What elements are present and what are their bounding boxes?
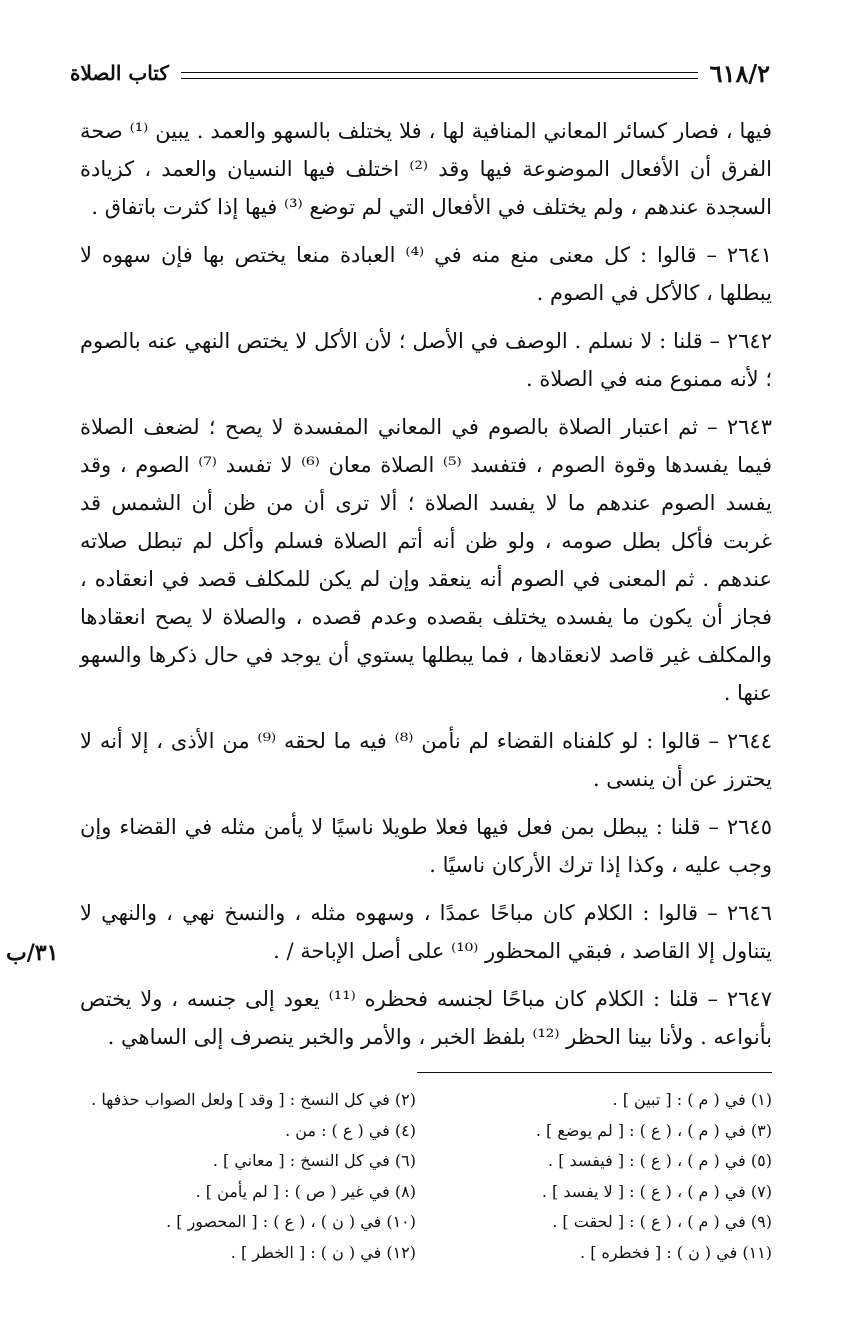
paragraph: ٢٦٤٧ – قلنا : الكلام كان مباحًا لجنسه فحظره ⁽¹¹⁾ يعود إلى جنسه ، ولا يختص بأنواعه . ولأنا بينا الحظر ⁽¹²⁾ بلفظ الخبر ، والأمر والخبر ينصرف إلى الساهي . [80,987,772,1049]
page-number: ٦١٨/٢ [709,58,770,88]
footnote: (٨) في غير ( ص ) : [ لم يأمن ] . [195,1181,416,1201]
footnote: (٢) في كل النسخ : [ وقد ] ولعل الصواب حذفها . [91,1090,416,1109]
paragraph: ٢٦٤٢ – قلنا : لا نسلم . الوصف في الأصل ؛ لأن الأكل لا يختص النهي عنه بالصوم ؛ لأنه ممنوع منه في الصلاة . [80,329,772,391]
footnote: (٩) في ( م ) ، ( ع ) : [ لحقت ] . [552,1212,772,1231]
paragraph: ٢٦٤٥ – قلنا : يبطل بمن فعل فيها فعلا طويلا ناسيًا لا يأمن مثله في القضاء وإن وجب عليه ، وكذا إذا ترك الأركان ناسيًا . [80,815,772,877]
page-header [70,56,770,90]
paragraph: ٢٦٤٦ – قالوا : الكلام كان مباحًا عمدًا ، وسهوه مثله ، والنسخ نهي ، والنهي لا يتناول إلا القاصد ، فبقي المحظور ⁽¹⁰⁾ على أصل الإباحة / . [80,901,772,963]
footnote: (٦) في كل النسخ : [ معاني ] . [212,1151,416,1170]
manuscript-folio-note: ٣١/ب [6,940,59,966]
footnote: (٣) في ( م ) ، ( ع ) : [ لم يوضع ] . [535,1120,772,1140]
footnotes [80,1085,772,1268]
footnote: (١٢) في ( ن ) : [ الخطر ] . [230,1242,416,1262]
chapter-title: كتاب الصلاة [70,61,169,85]
footnote: (١١) في ( ن ) : [ فخطره ] . [580,1242,772,1262]
footnote: (١٠) في ( ن ) ، ( ع ) : [ المحصور ] . [166,1212,416,1231]
footnote: (٧) في ( م ) ، ( ع ) : [ لا يفسد ] . [541,1181,772,1201]
paragraph: فيها ، فصار كسائر المعاني المنافية لها ، فلا يختلف بالسهو والعمد . يبين ⁽¹⁾ صحة الفرق أن الأفعال الموضوعة فيها وقد ⁽²⁾ اختلف فيها النسيان والعمد ، كزيادة السجدة عندهم ، ولم يختلف في الأفعال التي لم توضع ⁽³⁾ فيها إذا كثرت باتفاق . [80,119,772,219]
footnote: (٥) في ( م ) ، ( ع ) : [ فيفسد ] . [548,1151,772,1170]
footnote: (١) في ( م ) : [ تبين ] . [612,1090,772,1109]
paragraph: ٢٦٤٣ – ثم اعتبار الصلاة بالصوم في المعاني المفسدة لا يصح ؛ لضعف الصلاة فيما يفسدها وقوة الصوم ، فتفسد ⁽⁵⁾ الصلاة معان ⁽⁶⁾ لا تفسد ⁽⁷⁾ الصوم ، وقد يفسد الصوم عندهم ما لا يفسد الصلاة ؛ ألا ترى أن من ظن أن الشمس قد غربت فأكل بطل صومه ، ولو ظن أنه أتم الصلاة فسلم وأكل لم تبطل صلاته عندهم . ثم المعنى في الصوم أنه ينعقد وإن لم يكن للمكلف قصد في انعقاده ، فجاز أن يكون ما يفسده يختلف بقصده وعدم قصده ، والصلاة لا يصح انعقادها والمكلف غير قاصد لانعقادها ، فما يبطلها يستوي أن يوجد في حال ذكرها والسهو عنها . [80,415,772,705]
main-text [80,112,772,1066]
header-rule [181,72,698,79]
footnote-rule [417,1072,772,1073]
footnote: (٤) في ( ع ) : من . [285,1120,416,1140]
paragraph: ٢٦٤١ – قالوا : كل معنى منع منه في ⁽⁴⁾ العبادة منعا يختص بها فإن سهوه لا يبطلها ، كالأكل في الصوم . [80,243,772,305]
paragraph: ٢٦٤٤ – قالوا : لو كلفناه القضاء لم نأمن ⁽⁸⁾ فيه ما لحقه ⁽⁹⁾ من الأذى ، إلا أنه لا يحترز عن أن ينسى . [80,729,772,791]
